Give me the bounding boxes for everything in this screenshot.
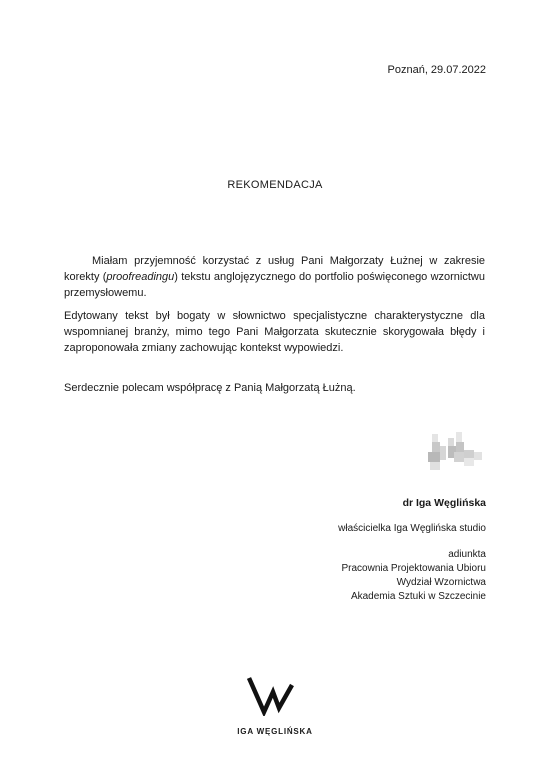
paragraph-1-start: Miałam przyjemność korzystać z usług Pani Małgorzaty Łużnej w zakresie korekty ( (64, 255, 485, 283)
signatory-name: dr Iga Węglińska (402, 497, 486, 509)
affiliation-line: Akademia Sztuki w Szczecinie (350, 591, 486, 602)
signatory-affiliation (341, 548, 486, 604)
paragraph-2: Edytowany tekst był bogaty w słownictwo specjalistyczne charakterystyczne dla wspomnianej branży, mimo tego Pani Małgorzata skutecznie skorygowała błędy i zaproponowała zmiany zachowując kontekst wypowiedzi. (64, 310, 485, 354)
affiliation-line: adiunkta (448, 549, 486, 560)
paragraph-1 (64, 253, 485, 301)
affiliation-line: Pracownia Projektowania Ubioru (341, 563, 486, 574)
place-date: Poznań, 29.07.2022 (387, 64, 486, 76)
paragraph-3: Serdecznie polecam współpracę z Panią Małgorzatą Łużną. (64, 382, 356, 394)
w-monogram-icon (246, 672, 296, 716)
blurred-signature-image (426, 430, 486, 474)
paragraph-1-end: ) tekstu anglojęzycznego do portfolio poświęconego wzornictwu przemysłowemu. (64, 271, 485, 299)
paragraph-1-italic: proofreadingu (106, 271, 175, 283)
affiliation-line: Wydział Wzornictwa (396, 577, 486, 588)
logo-wordmark: IGA WĘGLIŃSKA (237, 727, 313, 736)
document-title: REKOMENDACJA (227, 179, 323, 191)
signatory-role: właścicielka Iga Węglińska studio (338, 523, 486, 534)
